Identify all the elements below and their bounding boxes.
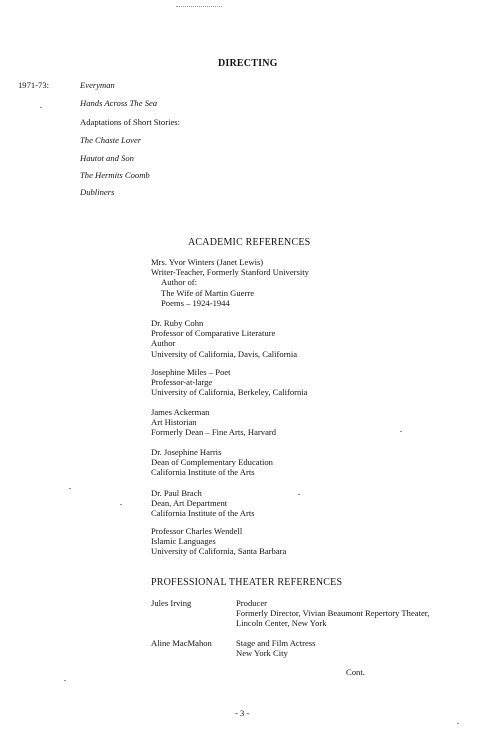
ref-line: Josephine Miles – Poet xyxy=(151,367,231,377)
scan-speck xyxy=(120,504,122,505)
ref-line: Dean of Complementary Education xyxy=(151,457,273,468)
directing-entry: Hautot and Son xyxy=(80,153,134,163)
ref-line: California Institute of the Arts xyxy=(151,467,255,478)
academic-ref xyxy=(151,526,286,557)
directing-entry: Dubliners xyxy=(80,187,115,197)
ref-line: New York City xyxy=(236,648,288,659)
directing-entry: The Hermits Coomb xyxy=(80,170,150,180)
page-number: - 3 - xyxy=(235,708,250,718)
theater-ref-details xyxy=(236,638,315,658)
ref-line: Lincoln Center, New York xyxy=(236,618,327,629)
ref-line: Professor of Comparative Literature xyxy=(151,328,276,339)
continued-note: Cont. xyxy=(346,667,365,677)
academic-ref xyxy=(151,488,255,519)
scan-speck xyxy=(457,723,459,724)
academic-ref xyxy=(151,257,309,308)
ref-line: Dr. Ruby Cohn xyxy=(151,318,204,328)
ref-line: Professor Charles Wendell xyxy=(151,526,243,536)
ref-line: Producer xyxy=(236,598,268,608)
academic-ref xyxy=(151,407,276,438)
directing-entry: Everyman xyxy=(80,80,115,90)
ref-line: The Wife of Martin Guerre xyxy=(161,287,255,298)
ref-line: Art Historian xyxy=(151,417,197,428)
scan-speck xyxy=(40,107,42,108)
theater-ref-name: Aline MacMahon xyxy=(151,638,212,648)
directing-entry: Hands Across The Sea xyxy=(80,98,158,108)
ref-line: Poems – 1924-1944 xyxy=(161,297,230,308)
directing-entry: The Chaste Lover xyxy=(80,135,142,145)
academic-ref xyxy=(151,447,273,478)
ref-line: Islamic Languages xyxy=(151,536,216,547)
scan-speck xyxy=(298,494,300,495)
ref-line: Dr. Josephine Harris xyxy=(151,447,222,457)
ref-line: Dean, Art Department xyxy=(151,498,228,509)
ref-line: Author xyxy=(151,338,176,349)
ref-line: Dr. Paul Brach xyxy=(151,488,202,498)
ref-line: Stage and Film Actress xyxy=(236,638,316,648)
ref-line: University of California, Berkeley, California xyxy=(151,387,308,398)
academic-heading: ACADEMIC REFERENCES xyxy=(188,237,311,248)
ref-line: Author of: xyxy=(161,277,198,288)
ref-line: California Institute of the Arts xyxy=(151,508,255,519)
ref-line: Mrs. Yvor Winters (Janet Lewis) xyxy=(151,257,264,267)
ref-line: Formerly Dean – Fine Arts, Harvard xyxy=(151,427,277,438)
ref-line: James Ackerman xyxy=(151,407,210,417)
ref-line: Professor-at-large xyxy=(151,377,213,388)
theater-heading: PROFESSIONAL THEATER REFERENCES xyxy=(151,577,343,588)
ref-line: University of California, Santa Barbara xyxy=(151,546,287,557)
scan-speck xyxy=(400,431,402,432)
scan-speck xyxy=(69,488,71,489)
academic-ref xyxy=(151,318,297,359)
ref-line: University of California, Davis, California xyxy=(151,348,298,359)
directing-entry: Adaptations of Short Stories: xyxy=(80,117,181,127)
academic-ref xyxy=(151,367,307,398)
directing-years: 1971-73: xyxy=(18,80,50,90)
theater-ref-details xyxy=(236,598,429,629)
scan-speck xyxy=(64,680,66,681)
ref-line: Writer-Teacher, Formerly Stanford University xyxy=(151,267,309,278)
theater-ref-name: Jules Irving xyxy=(151,598,192,608)
directing-heading: DIRECTING xyxy=(218,58,278,69)
scan-mark xyxy=(176,6,222,8)
ref-line: Formerly Director, Vivian Beaumont Repertory Theater, xyxy=(236,608,430,619)
